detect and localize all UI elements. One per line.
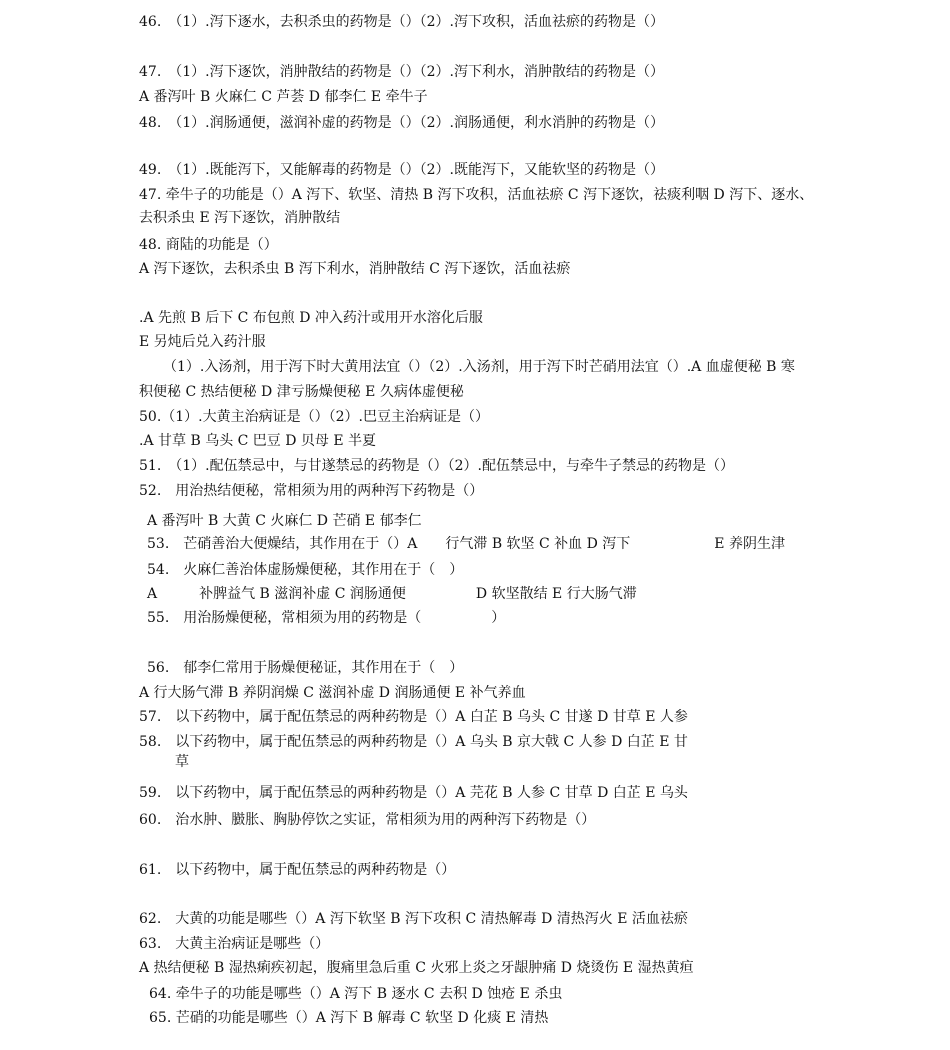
question-55: 55. 用治肠燥便秘，常相须为用的药物是（ ） [147, 610, 506, 626]
question-61: 61. 以下药物中，属于配伍禁忌的两种药物是（） [139, 862, 456, 878]
question-57: 57. 以下药物中，属于配伍禁忌的两种药物是（）A 白芷 B 乌头 C 甘遂 D 甘草 E 人参 [139, 709, 688, 725]
question-48-b: 48. 商陆的功能是（） [139, 237, 278, 253]
question-52: 52. 用治热结便秘，常相须为用的两种泻下药物是（） [139, 483, 484, 499]
question-54: 54. 火麻仁善治体虚肠燥便秘，其作用在于（ ） [147, 562, 464, 578]
question-usage: （1）.入汤剂，用于泻下时大黄用法宜（）（2）.入汤剂，用于泻下时芒硝用法宜（）.A 血虚便秘 B 寒 [163, 359, 795, 375]
question-usage-cont: 积便秘 C 热结便秘 D 津亏肠燥便秘 E 久病体虚便秘 [139, 384, 464, 400]
options-line: A 热结便秘 B 湿热痢疾初起，腹痛里急后重 C 火邪上炎之牙龈肿痛 D 烧烫伤 E 湿热黄疸 [139, 960, 694, 976]
question-59: 59. 以下药物中，属于配伍禁忌的两种药物是（）A 芫花 B 人参 C 甘草 D 白芷 E 乌头 [139, 785, 688, 801]
question-64: 64. 牵牛子的功能是哪些（）A 泻下 B 逐水 C 去积 D 蚀疮 E 杀虫 [149, 986, 563, 1002]
question-62: 62. 大黄的功能是哪些（）A 泻下软坚 B 泻下攻积 C 清热解毒 D 清热泻火 E 活血祛瘀 [139, 911, 688, 927]
options-line: A 番泻叶 B 大黄 C 火麻仁 D 芒硝 E 郁李仁 [147, 513, 422, 529]
question-58-cont: 草 [175, 754, 189, 770]
options-line: E 另炖后兑入药汁服 [139, 334, 266, 350]
question-47-a: 47. （1）.泻下逐饮，消肿散结的药物是（）（2）.泻下利水，消肿散结的药物是（） [139, 64, 664, 80]
question-63: 63. 大黄主治病证是哪些（） [139, 936, 330, 952]
options-line: .A 甘草 B 乌头 C 巴豆 D 贝母 E 半夏 [139, 433, 377, 449]
question-51: 51. （1）.配伍禁忌中，与甘遂禁忌的药物是（）（2）.配伍禁忌中，与牵牛子禁忌的药物是（） [139, 458, 734, 474]
question-56: 56. 郁李仁常用于肠燥便秘证，其作用在于（ ） [147, 660, 464, 676]
question-46: 46. （1）.泻下逐水，去积杀虫的药物是（）（2）.泻下攻积，活血祛瘀的药物是（） [139, 14, 664, 30]
options-line: A 番泻叶 B 火麻仁 C 芦荟 D 郁李仁 E 牵牛子 [139, 89, 428, 105]
question-60: 60. 治水肿、臌胀、胸胁停饮之实证，常相须为用的两种泻下药物是（） [139, 812, 596, 828]
options-line: A 泻下逐饮，去积杀虫 B 泻下利水，消肿散结 C 泻下逐饮，活血祛瘀 [139, 261, 571, 277]
question-47-b: 47. 牵牛子的功能是（）A 泻下、软坚、清热 B 泻下攻积，活血祛瘀 C 泻下逐饮，祛痰利咽 D 泻下、逐水、 [139, 187, 814, 203]
options-line: A 行大肠气滞 B 养阴润燥 C 滋润补虚 D 润肠通便 E 补气养血 [139, 685, 526, 701]
question-50: 50.（1）.大黄主治病证是（）（2）.巴豆主治病证是（） [139, 409, 489, 425]
question-53: 53. 芒硝善治大便燥结，其作用在于（）A 行气滞 B 软坚 C 补血 D 泻下 E 养阴生津 [147, 536, 785, 552]
question-48-a: 48. （1）.润肠通便，滋润补虚的药物是（）（2）.润肠通便，利水消肿的药物是（） [139, 115, 664, 131]
question-47-b-cont: 去积杀虫 E 泻下逐饮，消肿散结 [139, 210, 341, 226]
question-58: 58. 以下药物中，属于配伍禁忌的两种药物是（）A 乌头 B 京大戟 C 人参 D 白芷 E 甘 [139, 734, 688, 750]
options-line: A 补脾益气 B 滋润补虚 C 润肠通便 D 软坚散结 E 行大肠气滞 [147, 586, 637, 602]
options-line: .A 先煎 B 后下 C 布包煎 D 冲入药汁或用开水溶化后服 [139, 310, 483, 326]
question-65: 65. 芒硝的功能是哪些（）A 泻下 B 解毒 C 软坚 D 化痰 E 清热 [149, 1010, 549, 1026]
question-49: 49. （1）.既能泻下，又能解毒的药物是（）（2）.既能泻下，又能软坚的药物是（） [139, 162, 664, 178]
